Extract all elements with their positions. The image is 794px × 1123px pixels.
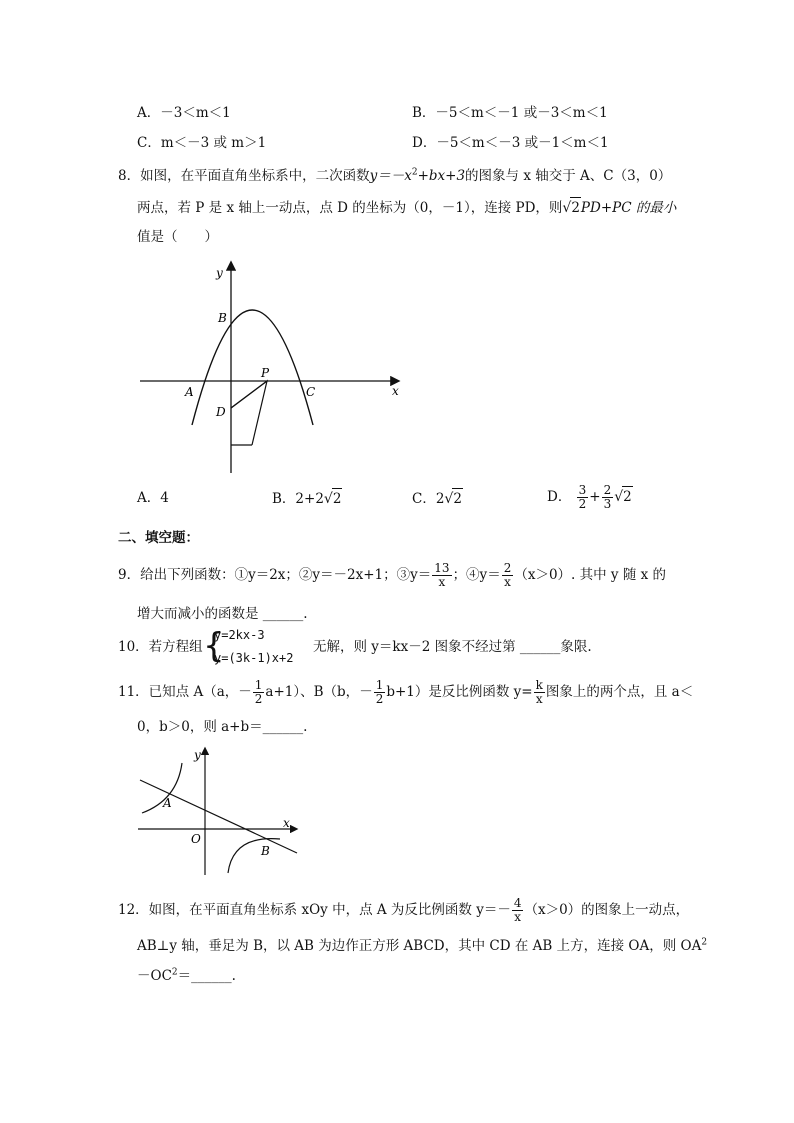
q8-line1 [118,166,671,186]
fraction: $\frac{3}{2}$ [578,483,587,511]
q11-text-b: a+1）、B（b， [265,684,360,700]
label-p: P [261,366,270,380]
fraction: $\frac{13}{x}$ [434,561,450,589]
q11-text-a: 11．已知点 A（a， [118,684,239,700]
q12-line3 [137,966,236,986]
q12-line2-text: AB⊥y 轴，垂足为 B，以 AB 为边作正方形 ABCD，其中 CD 在 AB 上方，连接 OA，则 OA [137,938,702,954]
label-y: y [216,266,223,280]
q11-line1: 11．已知点 A（a，－ $\frac{1}{2}$ a+1）、B（b，－ $\frac{1}{2}$ b+1）是反比例函数 y= $\frac{k}{x}$ 图象上的两个点，且 a＜ [118,678,694,706]
q8-option-b-radicand: 2 [332,488,343,509]
q8-line3: 值是（ ） [137,229,218,245]
q8-line2-a: 两点，若 P 是 x 轴上一动点，点 D 的坐标为（0，－1），连接 PD，则 [137,200,563,216]
q11-line2: 0，b＞0，则 a+b＝______. [137,719,308,735]
q12-line3-b: ＝______. [177,968,236,984]
label-d: D [216,405,226,419]
label-b: B [261,844,270,858]
hyperbola-branch-right [228,839,280,873]
fraction: $\frac{4}{x}$ [513,896,522,924]
fraction: $\frac{2}{3}$ [603,483,612,511]
q8-text-a: 如图，在平面直角坐标系中，二次函数 [140,168,370,184]
hyperbola-branch-left [142,763,182,813]
q8-sup: 2 [411,167,418,178]
q9-text-b: ；④y＝ [452,567,501,583]
q12-line3-text: －OC [137,968,172,984]
q12-text-a: 12．如图，在平面直角坐标系 xOy 中，点 A 为反比例函数 y＝－ [118,902,511,918]
q10-equation-1: y=2kx-3 [214,628,265,642]
label-b: B [218,311,227,325]
q8-option-d-text: D． [547,489,572,505]
q8-option-b-text: B．2+2 [272,491,324,507]
q8-option-c-radicand: 2 [452,488,463,509]
q9-text-c: （x＞0）. 其中 y 随 x 的 [514,567,667,583]
fraction: $\frac{1}{2}$ [375,678,384,706]
q7-option-a: A．－3＜m＜1 [137,105,231,121]
q12-text-b: （x＞0）的图象上一动点， [524,902,690,918]
q11-text-c: b+1）是反比例函数 y= [386,684,533,700]
q9-line2: 增大而减小的函数是 ______. [137,606,308,622]
label-x: x [283,816,290,830]
q8-option-a: A．4 [137,490,169,506]
q8-func-b: +bx+3 [417,168,466,184]
parabola-curve [192,310,316,425]
label-c: C [306,385,316,399]
fraction: $\frac{1}{2}$ [254,678,263,706]
section-heading-fill-blank: 二、填空题： [118,530,199,546]
q11-hyperbola-figure [130,745,305,880]
sqrt-icon: √ [562,200,572,216]
q7-option-c: C．m＜－3 或 m＞1 [137,135,267,151]
q10-equation-2: y=(3k-1)x+2 [214,651,294,665]
q10-suffix: 无解，则 y＝kx－2 图象不经过第 ______象限. [313,639,592,655]
q9-text-a: 9．给出下列函数：①y＝2x；②y＝－2x+1；③y＝ [118,567,432,583]
q7-option-b: B．－5＜m＜－1 或－3＜m＜1 [412,105,608,121]
q12-line2 [137,936,707,956]
q10-prefix: 10．若方程组 [118,639,203,655]
q8-parabola-figure [130,255,410,480]
label-a: A [163,796,172,810]
q8-line2-b: PD+PC 的最小 [580,200,677,216]
label-x: x [392,384,399,398]
q8-option-c-text: C．2 [412,491,445,507]
sqrt-icon: √ [323,491,333,507]
q8-option-d-radicand: 2 [622,486,633,507]
q8-text-b: 的图象与 x 轴交于 A、C（3，0） [465,168,672,184]
fraction: $\frac{2}{x}$ [503,561,512,589]
label-o: O [191,832,201,846]
q12-line1 [118,897,689,924]
q8-line2 [137,197,676,218]
q12-sup: 2 [701,937,708,948]
q8-option-d: D． $\frac{3}{2}$ + $\frac{2}{3}$ √2 [547,483,632,511]
q11-text-d: 图象上的两个点，且 a＜ [545,684,694,700]
q12-sup2: 2 [171,967,178,978]
q8-func: y＝－x [369,168,412,184]
brace-icon: { [203,626,225,666]
q7-option-d: D．－5＜m＜－3 或－1＜m＜1 [412,135,609,151]
label-a: A [185,385,194,399]
sqrt-icon: √ [614,489,624,505]
q8-radicand: 2 [570,197,581,218]
sqrt-icon: √ [444,491,454,507]
label-y: y [194,748,201,762]
triangle-dp [231,381,267,445]
q8-number: 8． [118,168,141,184]
linear-line [140,780,297,853]
q9-line1 [118,562,666,589]
fraction: $\frac{k}{x}$ [535,678,543,706]
q8-option-b [272,488,342,509]
q8-option-c [412,488,463,509]
